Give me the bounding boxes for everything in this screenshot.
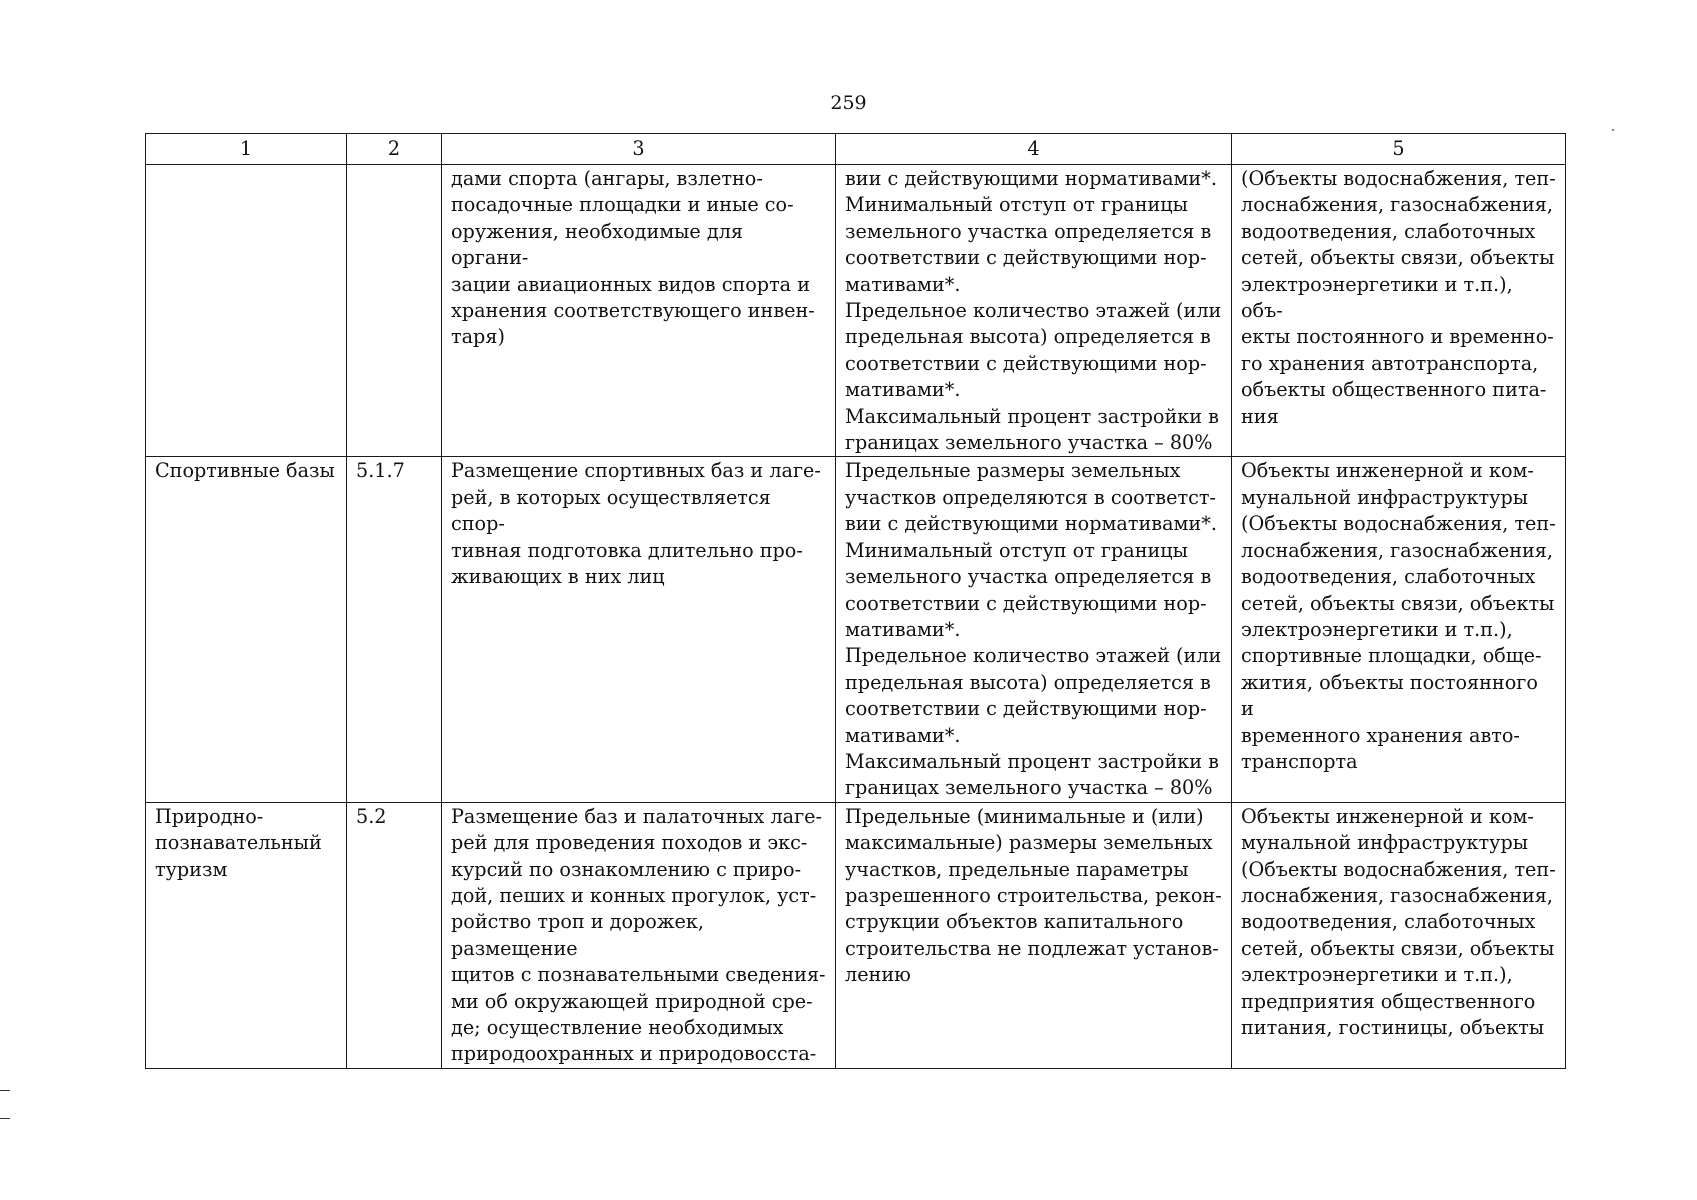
use-description-cell: Размещение баз и палаточных лаге- рей для проведения походов и экс- курсий по ознакомлению с приро- дой, пеших и конных прогулок, уст- ройство троп и дорожек, размещение щитов с познавательными сведения- ми об окружающей природной сре- де; осуществление необходимых природоохранных и природовосста- xyxy=(442,802,836,1068)
use-code-cell xyxy=(347,165,442,457)
scan-speck xyxy=(1612,129,1614,131)
table-row xyxy=(146,802,1566,1068)
column-header: 4 xyxy=(836,134,1232,165)
zoning-table xyxy=(145,133,1566,1069)
use-description-cell: Размещение спортивных баз и лаге- рей, в которых осуществляется спор- тивная подготовка длительно про- живающих в них лиц xyxy=(442,457,836,802)
parameters-cell: вии с действующими нормативами*. Минимальный отступ от границы земельного участка определяется в соответствии с действующими нор- мативами*. Предельное количество этажей (или предельная высота) определяется в соответствии с действующими нор- мативами*. Максимальный процент застройки в границах земельного участка – 80% xyxy=(836,165,1232,457)
use-code-cell: 5.2 xyxy=(347,802,442,1068)
use-name-cell: Спортивные базы xyxy=(146,457,347,802)
use-name-cell: Природно- познавательный туризм xyxy=(146,802,347,1068)
margin-mark xyxy=(0,1090,10,1091)
auxiliary-uses-cell: Объекты инженерной и ком- мунальной инфраструктуры (Объекты водоснабжения, теп- лоснабжения, газоснабжения, водоотведения, слаботочных сетей, объекты связи, объекты электроэнергетики и т.п.), спортивные площадки, обще- жития, объекты постоянного и временного хранения авто- транспорта xyxy=(1232,457,1566,802)
table-row xyxy=(146,457,1566,802)
use-description-cell: дами спорта (ангары, взлетно- посадочные площадки и иные со- оружения, необходимые для органи- зации авиационных видов спорта и хранения соответствующего инвен- таря) xyxy=(442,165,836,457)
column-header: 5 xyxy=(1232,134,1566,165)
column-header: 3 xyxy=(442,134,836,165)
auxiliary-uses-cell: Объекты инженерной и ком- мунальной инфраструктуры (Объекты водоснабжения, теп- лоснабжения, газоснабжения, водоотведения, слаботочных сетей, объекты связи, объекты электроэнергетики и т.п.), предприятия общественного питания, гостиницы, объекты xyxy=(1232,802,1566,1068)
table-header-row xyxy=(146,134,1566,165)
use-code-cell: 5.1.7 xyxy=(347,457,442,802)
use-name-cell xyxy=(146,165,347,457)
page-number: 259 xyxy=(830,92,867,114)
parameters-cell: Предельные (минимальные и (или) максимальные) размеры земельных участков, предельные параметры разрешенного строительства, рекон- струкции объектов капитального строительства не подлежат установ- лению xyxy=(836,802,1232,1068)
column-header: 2 xyxy=(347,134,442,165)
auxiliary-uses-cell: (Объекты водоснабжения, теп- лоснабжения, газоснабжения, водоотведения, слаботочных сетей, объекты связи, объекты электроэнергетики и т.п.), объ- екты постоянного и временно- го хранения автотранспорта, объекты общественного пита- ния xyxy=(1232,165,1566,457)
column-header: 1 xyxy=(146,134,347,165)
table-row xyxy=(146,165,1566,457)
parameters-cell: Предельные размеры земельных участков определяются в соответст- вии с действующими нормативами*. Минимальный отступ от границы земельного участка определяется в соответствии с действующими нор- мативами*. Предельное количество этажей (или предельная высота) определяется в соответствии с действующими нор- мативами*. Максимальный процент застройки в границах земельного участка – 80% xyxy=(836,457,1232,802)
margin-mark xyxy=(0,1118,10,1119)
